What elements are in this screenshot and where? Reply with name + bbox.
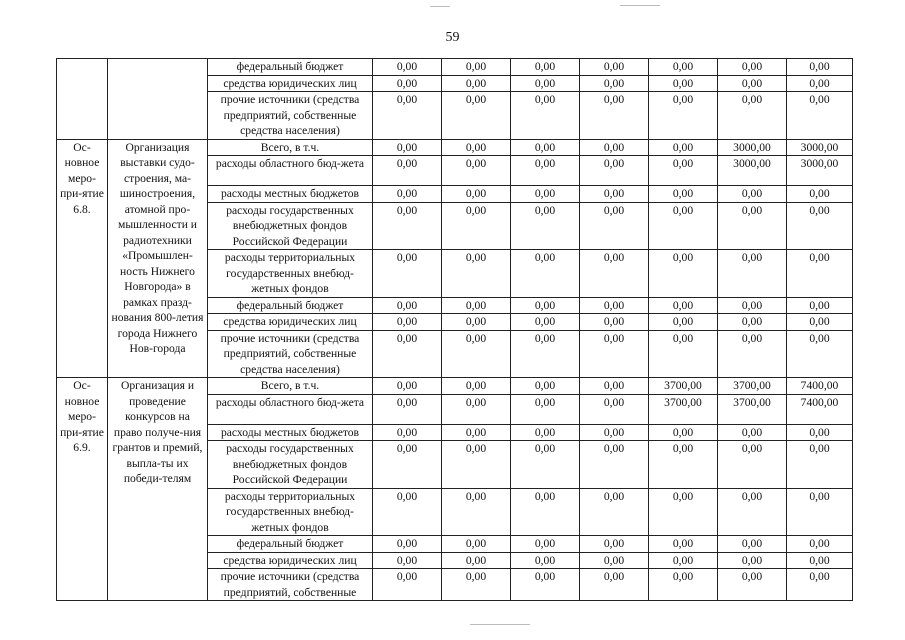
funding-source: федеральный бюджет bbox=[208, 536, 373, 553]
amount-cell: 0,00 bbox=[649, 297, 718, 314]
funding-source: расходы государственных внебюджетных фондов Российской Федерации bbox=[208, 441, 373, 489]
funding-source: Всего, в т.ч. bbox=[208, 139, 373, 156]
amount-cell: 0,00 bbox=[649, 488, 718, 536]
amount-cell: 0,00 bbox=[511, 92, 580, 140]
funding-source: расходы областного бюд-жета bbox=[208, 394, 373, 424]
amount-cell: 0,00 bbox=[787, 59, 853, 76]
amount-cell: 0,00 bbox=[511, 314, 580, 331]
amount-cell: 0,00 bbox=[373, 552, 442, 569]
amount-cell: 0,00 bbox=[373, 378, 442, 395]
amount-cell: 0,00 bbox=[649, 536, 718, 553]
amount-cell: 0,00 bbox=[511, 394, 580, 424]
amount-cell: 0,00 bbox=[580, 314, 649, 331]
amount-cell: 0,00 bbox=[580, 552, 649, 569]
amount-cell: 0,00 bbox=[718, 330, 787, 378]
amount-cell: 3000,00 bbox=[787, 156, 853, 186]
amount-cell: 0,00 bbox=[442, 75, 511, 92]
amount-cell: 0,00 bbox=[511, 202, 580, 250]
amount-cell: 0,00 bbox=[580, 156, 649, 186]
amount-cell: 0,00 bbox=[718, 441, 787, 489]
amount-cell: 0,00 bbox=[580, 297, 649, 314]
table-row bbox=[57, 139, 853, 156]
amount-cell: 0,00 bbox=[580, 139, 649, 156]
amount-cell: 0,00 bbox=[442, 314, 511, 331]
amount-cell: 0,00 bbox=[580, 92, 649, 140]
amount-cell: 0,00 bbox=[718, 186, 787, 203]
amount-cell: 3000,00 bbox=[787, 139, 853, 156]
amount-cell: 0,00 bbox=[373, 314, 442, 331]
amount-cell: 0,00 bbox=[787, 552, 853, 569]
table-body bbox=[57, 59, 853, 601]
amount-cell: 0,00 bbox=[718, 75, 787, 92]
amount-cell: 0,00 bbox=[511, 250, 580, 298]
amount-cell: 0,00 bbox=[373, 330, 442, 378]
amount-cell: 0,00 bbox=[580, 186, 649, 203]
funding-source: федеральный бюджет bbox=[208, 59, 373, 76]
amount-cell: 0,00 bbox=[649, 330, 718, 378]
amount-cell: 0,00 bbox=[373, 488, 442, 536]
measure-description bbox=[108, 59, 208, 140]
amount-cell: 0,00 bbox=[718, 536, 787, 553]
amount-cell: 0,00 bbox=[787, 250, 853, 298]
measure-description: Организация выставки судо-строения, ма-шиностроения, атомной про-мышленности и радиотехники «Промышлен-ность Нижнего Новгорода» в рамках празд-нования 800-летия города Нижнего Нов-города bbox=[108, 139, 208, 378]
amount-cell: 0,00 bbox=[718, 250, 787, 298]
amount-cell: 0,00 bbox=[787, 424, 853, 441]
amount-cell: 0,00 bbox=[580, 75, 649, 92]
amount-cell: 3700,00 bbox=[649, 378, 718, 395]
amount-cell: 0,00 bbox=[511, 139, 580, 156]
amount-cell: 0,00 bbox=[649, 156, 718, 186]
amount-cell: 0,00 bbox=[787, 75, 853, 92]
amount-cell: 0,00 bbox=[580, 488, 649, 536]
amount-cell: 0,00 bbox=[442, 424, 511, 441]
amount-cell: 0,00 bbox=[442, 569, 511, 601]
amount-cell: 0,00 bbox=[718, 424, 787, 441]
amount-cell: 0,00 bbox=[649, 186, 718, 203]
amount-cell: 0,00 bbox=[373, 569, 442, 601]
funding-source: расходы территориальных государственных внебюд-жетных фондов bbox=[208, 488, 373, 536]
amount-cell: 0,00 bbox=[787, 186, 853, 203]
amount-cell: 0,00 bbox=[649, 139, 718, 156]
amount-cell: 7400,00 bbox=[787, 394, 853, 424]
amount-cell: 0,00 bbox=[442, 186, 511, 203]
amount-cell: 0,00 bbox=[580, 330, 649, 378]
amount-cell: 0,00 bbox=[373, 59, 442, 76]
amount-cell: 0,00 bbox=[649, 424, 718, 441]
amount-cell: 0,00 bbox=[787, 536, 853, 553]
measure-name bbox=[57, 59, 108, 140]
funding-source: прочие источники (средства предприятий, собственные средства населения) bbox=[208, 330, 373, 378]
funding-source: расходы местных бюджетов bbox=[208, 186, 373, 203]
amount-cell: 0,00 bbox=[649, 552, 718, 569]
amount-cell: 0,00 bbox=[442, 441, 511, 489]
amount-cell: 0,00 bbox=[511, 330, 580, 378]
amount-cell: 0,00 bbox=[442, 202, 511, 250]
measure-description: Организация и проведение конкурсов на право получе-ния грантов и премий, выпла-ты их победи-телям bbox=[108, 378, 208, 601]
amount-cell: 0,00 bbox=[787, 297, 853, 314]
amount-cell: 0,00 bbox=[580, 424, 649, 441]
amount-cell: 0,00 bbox=[580, 378, 649, 395]
amount-cell: 0,00 bbox=[373, 156, 442, 186]
amount-cell: 0,00 bbox=[718, 202, 787, 250]
amount-cell: 0,00 bbox=[511, 156, 580, 186]
funding-source: средства юридических лиц bbox=[208, 552, 373, 569]
amount-cell: 0,00 bbox=[787, 202, 853, 250]
amount-cell: 0,00 bbox=[649, 314, 718, 331]
amount-cell: 0,00 bbox=[442, 139, 511, 156]
funding-source: федеральный бюджет bbox=[208, 297, 373, 314]
amount-cell: 0,00 bbox=[649, 441, 718, 489]
amount-cell: 0,00 bbox=[718, 552, 787, 569]
amount-cell: 0,00 bbox=[649, 202, 718, 250]
amount-cell: 0,00 bbox=[442, 59, 511, 76]
amount-cell: 0,00 bbox=[580, 59, 649, 76]
table-row bbox=[57, 378, 853, 395]
amount-cell: 0,00 bbox=[787, 330, 853, 378]
amount-cell: 0,00 bbox=[580, 441, 649, 489]
amount-cell: 0,00 bbox=[373, 297, 442, 314]
amount-cell: 0,00 bbox=[580, 536, 649, 553]
amount-cell: 0,00 bbox=[718, 59, 787, 76]
amount-cell: 0,00 bbox=[511, 569, 580, 601]
amount-cell: 0,00 bbox=[511, 424, 580, 441]
amount-cell: 0,00 bbox=[580, 250, 649, 298]
amount-cell: 0,00 bbox=[787, 488, 853, 536]
amount-cell: 0,00 bbox=[442, 552, 511, 569]
funding-source: средства юридических лиц bbox=[208, 75, 373, 92]
funding-source: расходы местных бюджетов bbox=[208, 424, 373, 441]
amount-cell: 0,00 bbox=[718, 488, 787, 536]
amount-cell: 0,00 bbox=[442, 297, 511, 314]
measure-name: Ос-новное меро-при-ятие 6.9. bbox=[57, 378, 108, 601]
amount-cell: 0,00 bbox=[649, 92, 718, 140]
amount-cell: 0,00 bbox=[373, 250, 442, 298]
amount-cell: 0,00 bbox=[442, 330, 511, 378]
amount-cell: 0,00 bbox=[649, 59, 718, 76]
amount-cell: 0,00 bbox=[787, 569, 853, 601]
amount-cell: 0,00 bbox=[511, 378, 580, 395]
funding-source: расходы государственных внебюджетных фондов Российской Федерации bbox=[208, 202, 373, 250]
amount-cell: 7400,00 bbox=[787, 378, 853, 395]
amount-cell: 0,00 bbox=[718, 92, 787, 140]
scan-artifact bbox=[620, 5, 660, 6]
funding-source: расходы территориальных государственных внебюд-жетных фондов bbox=[208, 250, 373, 298]
amount-cell: 0,00 bbox=[442, 156, 511, 186]
amount-cell: 0,00 bbox=[649, 569, 718, 601]
amount-cell: 0,00 bbox=[442, 488, 511, 536]
amount-cell: 0,00 bbox=[442, 378, 511, 395]
amount-cell: 0,00 bbox=[511, 186, 580, 203]
amount-cell: 0,00 bbox=[511, 536, 580, 553]
amount-cell: 0,00 bbox=[649, 75, 718, 92]
amount-cell: 0,00 bbox=[718, 569, 787, 601]
amount-cell: 0,00 bbox=[787, 441, 853, 489]
amount-cell: 0,00 bbox=[373, 536, 442, 553]
amount-cell: 0,00 bbox=[718, 314, 787, 331]
amount-cell: 3700,00 bbox=[718, 394, 787, 424]
amount-cell: 0,00 bbox=[787, 92, 853, 140]
scan-artifact bbox=[470, 624, 530, 625]
amount-cell: 0,00 bbox=[649, 250, 718, 298]
funding-source: прочие источники (средства предприятий, собственные bbox=[208, 569, 373, 601]
scan-artifact bbox=[430, 6, 450, 7]
amount-cell: 0,00 bbox=[580, 202, 649, 250]
amount-cell: 0,00 bbox=[373, 186, 442, 203]
amount-cell: 3700,00 bbox=[649, 394, 718, 424]
amount-cell: 0,00 bbox=[511, 441, 580, 489]
amount-cell: 0,00 bbox=[373, 441, 442, 489]
amount-cell: 0,00 bbox=[511, 75, 580, 92]
measure-name: Ос-новное меро-при-ятие 6.8. bbox=[57, 139, 108, 378]
amount-cell: 0,00 bbox=[511, 59, 580, 76]
table-row bbox=[57, 59, 853, 76]
amount-cell: 0,00 bbox=[442, 92, 511, 140]
amount-cell: 0,00 bbox=[787, 314, 853, 331]
funding-source: средства юридических лиц bbox=[208, 314, 373, 331]
amount-cell: 0,00 bbox=[511, 552, 580, 569]
page-number: 59 bbox=[445, 30, 460, 45]
amount-cell: 0,00 bbox=[580, 394, 649, 424]
funding-source: прочие источники (средства предприятий, собственные средства населения) bbox=[208, 92, 373, 140]
amount-cell: 3700,00 bbox=[718, 378, 787, 395]
amount-cell: 0,00 bbox=[373, 424, 442, 441]
amount-cell: 0,00 bbox=[511, 488, 580, 536]
amount-cell: 0,00 bbox=[373, 202, 442, 250]
funding-source: Всего, в т.ч. bbox=[208, 378, 373, 395]
amount-cell: 0,00 bbox=[718, 297, 787, 314]
amount-cell: 3000,00 bbox=[718, 139, 787, 156]
amount-cell: 0,00 bbox=[373, 394, 442, 424]
amount-cell: 0,00 bbox=[442, 394, 511, 424]
amount-cell: 0,00 bbox=[442, 250, 511, 298]
funding-source: расходы областного бюд-жета bbox=[208, 156, 373, 186]
amount-cell: 0,00 bbox=[373, 75, 442, 92]
amount-cell: 0,00 bbox=[442, 536, 511, 553]
amount-cell: 0,00 bbox=[580, 569, 649, 601]
funding-table bbox=[56, 58, 853, 601]
amount-cell: 0,00 bbox=[373, 92, 442, 140]
amount-cell: 0,00 bbox=[373, 139, 442, 156]
amount-cell: 3000,00 bbox=[718, 156, 787, 186]
amount-cell: 0,00 bbox=[511, 297, 580, 314]
